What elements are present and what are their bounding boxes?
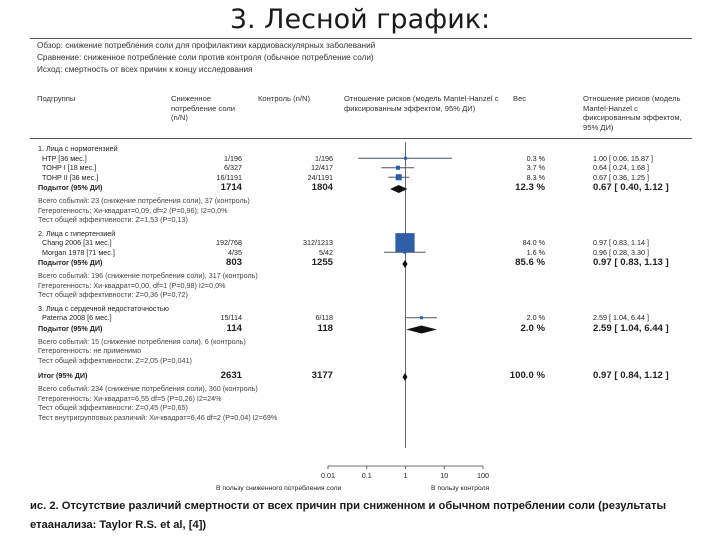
subtotal-diamond (390, 185, 407, 193)
weight-value: 0.3 % (526, 153, 545, 163)
header-comparison: Сравнение: сниженное потребление соли против контроля (обычное потребление соли) (37, 53, 374, 62)
weight-value: 2.0 % (526, 313, 545, 322)
col-weight: Вес (513, 94, 527, 103)
group-label: 2. Лица с гипертензией (38, 228, 116, 238)
header-review: Обзор: снижение потребления соли для профилактики кардиоваскулярных заболеваний (37, 41, 376, 50)
group-label: 3. Лица с сердечной недостаточностью (38, 303, 169, 313)
rr-ci-value: 0.67 [ 0.36, 1.25 ] (593, 172, 649, 182)
total-diamond (403, 373, 408, 381)
weight-value: 8.3 % (526, 172, 545, 182)
control-events: 1/196 (315, 153, 333, 163)
note-label: Всего событий: 15 (снижение потребления соли), 6 (контроль) (38, 336, 246, 346)
x-tick-label: 100 (477, 471, 489, 480)
subtotal-label: Подытог (95% ДИ) (38, 258, 103, 267)
study-point-square (396, 174, 402, 180)
figure-caption-line1: ис. 2. Отсутствие различий смертности от всех причин при сниженном и обычном потреблении соли (результаты (30, 500, 667, 512)
col-control: Контроль (n/N) (258, 94, 310, 103)
note-label: Гетерогенность: Хи-квадрат=0,00, df=1 (P=0,98) I2=0,0% (38, 280, 226, 290)
rr-ci-value: 0.97 [ 0.83, 1.14 ] (593, 238, 649, 247)
control-events: 6/118 (315, 313, 333, 322)
note-label: Гетерогенность: Хи-квадрат=6,55 df=5 (P=0,26) I2=24% (38, 393, 222, 403)
x-tick-label: 0.01 (321, 471, 335, 480)
control-events: 312/1213 (303, 238, 333, 247)
reduced-events: 15/114 (220, 313, 242, 322)
rr-ci-value: 1.00 [ 0.06, 15.87 ] (593, 153, 653, 163)
note-label: Гетерогенность: не применимо (38, 346, 142, 355)
col-subgroups: Подгруппы (37, 94, 76, 103)
reduced-events: 16/1191 (216, 172, 242, 182)
control-events: 1255 (311, 257, 333, 268)
forest-plot-panel (28, 38, 696, 496)
figure-caption-line2: етаанализа: Taylor R.S. et al, [4]) (30, 519, 207, 531)
forest-plot-svg (28, 38, 696, 496)
x-tick-label: 0.1 (361, 471, 372, 480)
weight-value: 3.7 % (526, 163, 545, 172)
slide-title: 3. Лесной график: (229, 4, 491, 35)
favours-reduced-label: В пользу сниженного потребления соли (216, 485, 342, 492)
study-label: TOHP I [18 мес.] (42, 163, 97, 172)
study-point-square (420, 316, 423, 319)
study-label: Morgan 1978 [71 мес.] (42, 247, 115, 257)
subtotal-label: Подытог (95% ДИ) (38, 323, 103, 333)
subtotal-diamond (402, 260, 407, 268)
favours-control-label: В пользу контроля (431, 485, 490, 492)
study-point-square (396, 166, 400, 170)
weight-value: 2.0 % (520, 322, 545, 334)
rr-ci-value: 0.96 [ 0.28, 3.30 ] (593, 247, 649, 257)
reduced-events: 4/35 (228, 247, 242, 257)
weight-value: 84.0 % (522, 238, 545, 247)
reduced-events: 6/327 (224, 163, 242, 172)
col-rr-fixed: Отношение рисков (модель Mantel-Hanzel с фиксированным эффектом, 95% ДИ) (344, 94, 499, 113)
study-label: Paterna 2008 [6 мес.] (42, 313, 112, 322)
reduced-events: 2631 (220, 370, 242, 381)
weight-value: 1.6 % (526, 247, 545, 257)
rr-ci-value: 2.59 [ 1.04, 6.44 ] (593, 313, 649, 322)
note-label: Тест внутригрупповых различий: Хи-квадрат=6,46 df=2 (P=0,04) I2=69% (38, 412, 278, 422)
reduced-events: 1/196 (224, 153, 242, 163)
weight-value: 12.3 % (515, 182, 545, 193)
note-label: Всего событий: 23 (снижение потребления соли), 37 (контроль) (38, 196, 250, 205)
control-events: 118 (317, 322, 333, 334)
x-tick-label: 1 (403, 471, 408, 480)
note-label: Всего событий: 234 (снижение потребления соли), 360 (контроль) (38, 384, 258, 393)
control-events: 12/417 (311, 163, 333, 172)
subtotal-label: Подытог (95% ДИ) (38, 183, 103, 192)
study-label: TOHP II [36 мес.] (42, 172, 99, 182)
rr-ci-value: 2.59 [ 1.04, 6.44 ] (593, 322, 669, 334)
total-label: Итог (95% ДИ) (38, 371, 88, 380)
note-label: Гетерогенность: Хи-квадрат=0,09, df=2 (P=0,96); I2=0,0% (38, 205, 228, 215)
group-label: 1. Лица с нормотензией (38, 144, 118, 153)
control-events: 5/42 (319, 247, 333, 257)
weight-value: 100.0 % (509, 370, 545, 381)
rr-ci-value: 0.67 [ 0.40, 1.12 ] (593, 182, 669, 193)
study-point-square (404, 157, 407, 160)
note-label: Тест общей эффективности: Z=1,53 (P=0,13) (38, 215, 188, 224)
rr-ci-value: 0.97 [ 0.83, 1.13 ] (593, 257, 669, 268)
subtotal-diamond (406, 326, 437, 334)
rr-ci-value: 0.64 [ 0.24, 1.68 ] (593, 163, 649, 172)
reduced-events: 192/768 (216, 238, 242, 247)
control-events: 24/1191 (307, 172, 333, 182)
col-rr-ci: Отношение рисков (модель Mantel-Hanzel с фиксированным эффектом, 95% ДИ) (583, 94, 682, 132)
note-label: Тест общей эффективности: Z=0,45 (P=0,65) (38, 403, 188, 412)
study-label: HTP [36 мес.] (42, 153, 87, 163)
note-label: Тест общей эффективности: Z=2,05 (P=0,041) (38, 355, 192, 365)
col-reduced: Сниженное потребление соли (n/N) (171, 94, 236, 123)
rr-ci-value: 0.97 [ 0.84, 1.12 ] (593, 370, 669, 381)
header-outcome: Исход: смертность от всех причин к концу исследования (37, 65, 253, 74)
control-events: 3177 (311, 370, 333, 381)
reduced-events: 1714 (220, 182, 242, 193)
study-point-square (403, 251, 406, 254)
weight-value: 85.6 % (515, 257, 545, 268)
study-point-square (395, 233, 414, 252)
study-label: Chang 2006 [31 мес.] (42, 238, 112, 247)
note-label: Тест общей эффективности: Z=0,36 (P=0,72) (38, 290, 188, 299)
note-label: Всего событий: 196 (снижение потребления соли), 317 (контроль) (38, 271, 258, 280)
x-tick-label: 10 (440, 471, 449, 480)
reduced-events: 803 (225, 257, 242, 268)
reduced-events: 114 (226, 322, 242, 334)
control-events: 1804 (311, 182, 333, 193)
